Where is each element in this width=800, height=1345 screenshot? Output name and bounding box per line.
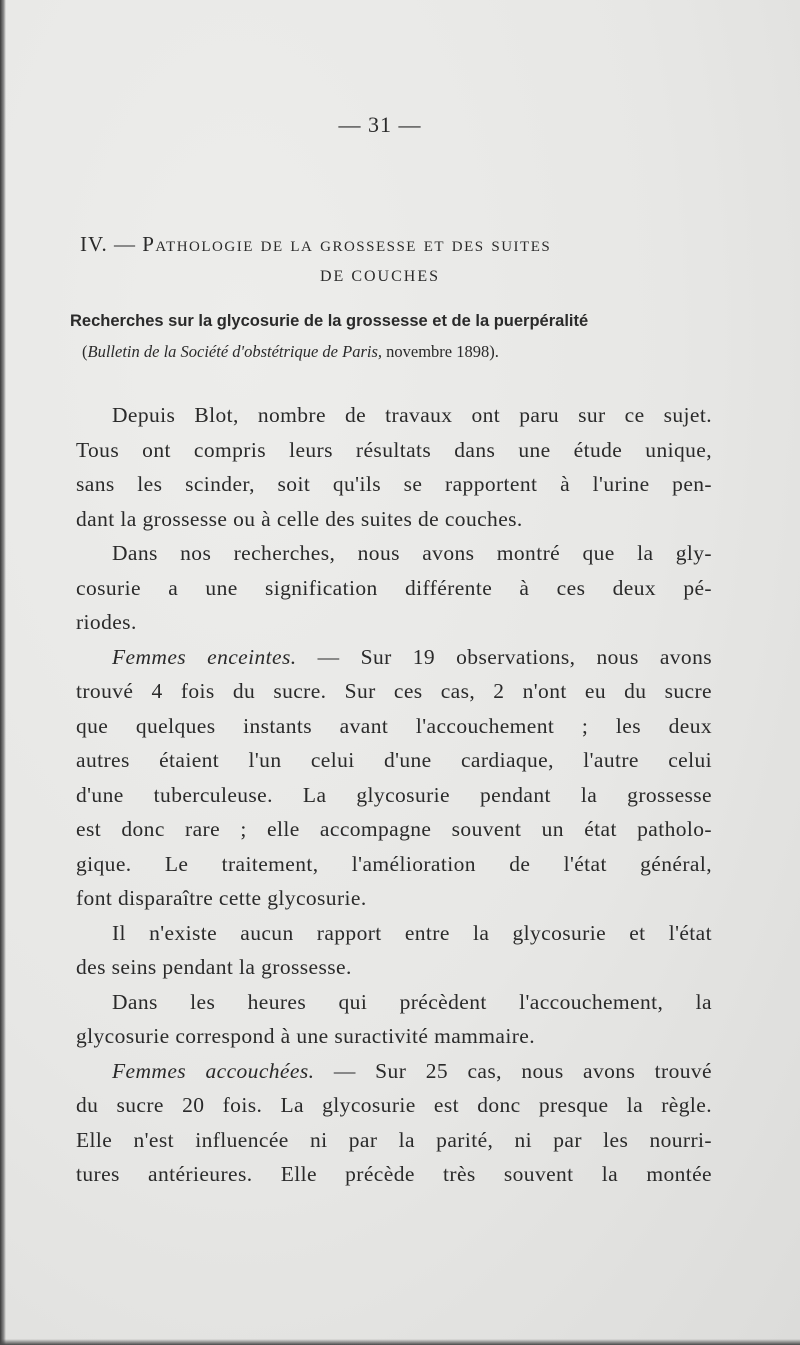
paper-citation	[82, 342, 742, 362]
body-line: dant la grossesse ou à celle des suites de couches.	[76, 506, 523, 531]
page-number: — 31 —	[338, 112, 422, 137]
body-line: riodes.	[76, 610, 137, 634]
section-heading	[80, 232, 720, 257]
body-line: tures antérieures. Elle précède très souvent la montée	[76, 1162, 712, 1186]
body-line: Elle n'est influencée ni par la parité, ni par les nourri-	[76, 1127, 712, 1152]
body-line: trouvé 4 fois du sucre. Sur ces cas, 2 n'ont eu du sucre	[76, 679, 712, 703]
body-line: d'une tuberculeuse. La glycosurie pendant la grossesse	[76, 782, 712, 807]
citation-open: (	[82, 342, 88, 361]
body-line: est donc rare ; elle accompagne souvent un état patholo-	[76, 817, 712, 841]
run-in-heading-enceintes: Femmes enceintes.	[112, 644, 297, 669]
body-line: que quelques instants avant l'accouchement ; les deux	[76, 713, 712, 738]
body-line: Il n'existe aucun rapport entre la glycosurie et l'état	[112, 920, 712, 945]
body-line: autres étaient l'un celui d'une cardiaque, l'autre celui	[76, 748, 712, 772]
body-line: des seins pendant la grossesse.	[76, 955, 352, 979]
section-numeral: IV. —	[80, 232, 143, 256]
body-line: du sucre 20 fois. La glycosurie est donc presque la règle.	[76, 1093, 712, 1117]
citation-date: novembre 1898).	[382, 342, 499, 361]
body-line: cosurie a une signification différente à ces deux pé-	[76, 575, 712, 600]
body-line: font disparaître cette glycosurie.	[76, 886, 367, 910]
body-line: sans les scinder, soit qu'ils se rapportent à l'urine pen-	[76, 472, 712, 496]
body-line	[76, 1054, 712, 1089]
body-line-rest: — Sur 19 observations, nous avons	[296, 644, 712, 669]
body-line: glycosurie correspond à une suractivité mammaire.	[76, 1024, 535, 1048]
run-in-heading-accouchees: Femmes accouchées.	[112, 1058, 315, 1083]
body-line-rest: — Sur 25 cas, nous avons trouvé	[314, 1058, 712, 1083]
body-line: Dans nos recherches, nous avons montré que la gly-	[112, 541, 712, 565]
body-line: gique. Le traitement, l'amélioration de l'état général,	[76, 851, 712, 876]
body-line: Depuis Blot, nombre de travaux ont paru sur ce sujet.	[112, 403, 712, 427]
body-text	[76, 398, 712, 1192]
body-line	[76, 640, 712, 675]
section-heading-continued: DE COUCHES	[319, 268, 440, 285]
body-line: Dans les heures qui précèdent l'accouchement, la	[112, 989, 712, 1014]
scan-edge-left	[0, 0, 6, 1345]
body-line: Tous ont compris leurs résultats dans une étude unique,	[76, 437, 712, 462]
scan-edge-bottom	[0, 1339, 800, 1345]
section-title-part1: Pathologie de la grossesse et des suites	[142, 232, 552, 256]
paper-title: Recherches sur la glycosurie de la grossesse et de la puerpéralité	[70, 312, 589, 330]
citation-journal: Bulletin de la Société d'obstétrique de Paris,	[87, 342, 383, 361]
